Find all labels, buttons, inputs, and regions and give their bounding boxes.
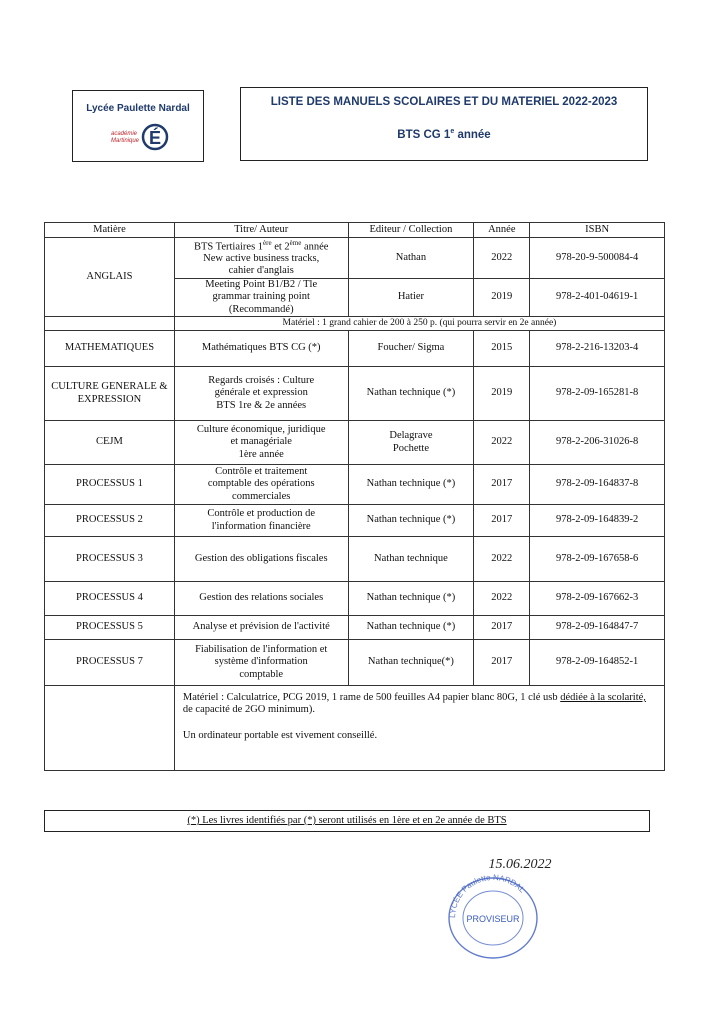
page-subtitle [241, 128, 647, 141]
editor-line: Delagrave [389, 430, 433, 442]
isbn-cell: 978-2-206-31026-8 [530, 421, 665, 465]
editor-cell [348, 505, 474, 537]
title-line: BTS 1re & 2e années [216, 399, 307, 411]
editor-line: Nathan technique (*) [366, 621, 456, 633]
academie-logo-icon [109, 121, 169, 153]
title-text: BTS Tertiaires 1 [193, 241, 264, 253]
title-text: grammar training point [212, 291, 310, 303]
footnote-box [44, 810, 650, 832]
materiel-final-cell [174, 686, 664, 771]
title-line: l'information financière [211, 520, 311, 532]
subject-cell: PROCESSUS 1 [45, 465, 175, 505]
title-cell [174, 582, 348, 616]
isbn-cell: 978-2-09-164852-1 [530, 640, 665, 686]
title-line: système d'information [214, 656, 308, 668]
header-annee: Année [474, 223, 530, 238]
title-line: Contrôle et traitement [215, 466, 308, 478]
year-cell: 2017 [474, 505, 530, 537]
subject-cell: PROCESSUS 2 [45, 505, 175, 537]
table-row [45, 465, 665, 505]
isbn-cell: 978-2-09-167662-3 [530, 582, 665, 616]
title-text: Meeting Point B1/B2 / Tle [205, 279, 318, 291]
stamp-date: 15.06.2022 [488, 857, 552, 872]
table-row [45, 367, 665, 421]
title-line: Culture économique, juridique [196, 424, 326, 436]
table-row [45, 686, 665, 771]
title-line: Regards croisés : Culture [208, 375, 315, 387]
laptop-note: Un ordinateur portable est vivement conseillé. [182, 730, 378, 742]
header-editeur: Editeur / Collection [348, 223, 474, 238]
isbn-cell: 978-2-216-13203-4 [530, 331, 665, 367]
empty-cell [45, 686, 175, 771]
isbn-cell: 978-2-09-164837-8 [530, 465, 665, 505]
isbn-cell: 978-2-09-164847-7 [530, 616, 665, 640]
subtitle-prefix: BTS CG 1 [397, 128, 451, 141]
table-row [45, 582, 665, 616]
title-line: et managériale [230, 436, 292, 448]
table-row [45, 421, 665, 465]
editor-line: Nathan technique (*) [366, 387, 456, 399]
title-cell [174, 238, 348, 279]
title-text: année [301, 241, 329, 253]
editor-cell [348, 537, 474, 582]
stamp-ring-text: LYCÉE Paulette NARDAL [447, 872, 527, 919]
subject-cell: PROCESSUS 7 [45, 640, 175, 686]
title-sup: ème [289, 238, 302, 247]
svg-text:académie: académie [111, 131, 138, 137]
svg-text:Martinique: Martinique [111, 138, 140, 144]
editor-cell [348, 331, 474, 367]
year-cell: 2017 [474, 616, 530, 640]
year-cell: 2022 [474, 537, 530, 582]
year-cell: 2017 [474, 465, 530, 505]
svg-text:LYCÉE Paulette NARDAL [448, 873, 527, 918]
title-sup: ère [263, 238, 272, 247]
materiel-text: Matériel : Calculatrice, PCG 2019, 1 rame de 500 feuilles A4 papier blanc 80G, 1 clé usb [182, 692, 561, 703]
title-text: cahier d'anglais [228, 265, 294, 277]
title-line: Contrôle et production de [207, 508, 316, 520]
subtitle-suffix: année [454, 128, 491, 141]
isbn-cell: 978-20-9-500084-4 [530, 238, 665, 279]
svg-text:É: É [149, 128, 162, 148]
materiel-text: de capacité de 2GO minimum). [182, 704, 315, 716]
title-line: générale et expression [214, 387, 308, 399]
editor-cell [348, 640, 474, 686]
subject-cell: PROCESSUS 4 [45, 582, 175, 616]
footnote-text: (*) Les livres identifiés par (*) seront utilisés en 1ère et en 2e année de BTS [187, 815, 507, 826]
header-isbn: ISBN [530, 223, 665, 238]
editor-line: Pochette [392, 442, 430, 454]
subject-cell: PROCESSUS 5 [45, 616, 175, 640]
year-cell: 2017 [474, 640, 530, 686]
title-cell [174, 279, 348, 317]
title-cell [174, 640, 348, 686]
title-line: comptable des opérations [207, 478, 315, 490]
materiel-underlined: dédiée à la scolarité, [560, 692, 646, 703]
editor-cell [348, 582, 474, 616]
editor-cell [348, 465, 474, 505]
manuals-table [44, 222, 665, 771]
year-cell: 2022 [474, 582, 530, 616]
editor-line: Nathan technique [374, 552, 448, 564]
title-text: New active business tracks, [203, 253, 320, 265]
empty-cell [45, 317, 175, 331]
title-line: Gestion des obligations fiscales [194, 552, 328, 564]
title-cell [174, 331, 348, 367]
editor-line: Nathan technique(*) [367, 656, 454, 668]
year-cell: 2022 [474, 238, 530, 279]
editor-line: Nathan technique (*) [366, 478, 456, 490]
isbn-cell: 978-2-401-04619-1 [530, 279, 665, 317]
editor-line: Foucher/ Sigma [377, 342, 445, 354]
rows-body [45, 331, 665, 686]
title-text: (Recommandé) [228, 303, 294, 315]
year-cell: 2022 [474, 421, 530, 465]
title-box [240, 87, 648, 161]
subtitle-sup: e [450, 128, 455, 135]
school-name: Lycée Paulette Nardal [86, 103, 190, 114]
proviseur-stamp-icon [420, 850, 570, 960]
editor-cell: Hatier [348, 279, 474, 317]
table-row [45, 331, 665, 367]
table-row [45, 317, 665, 331]
table-row [45, 505, 665, 537]
isbn-cell: 978-2-09-165281-8 [530, 367, 665, 421]
table-row [45, 537, 665, 582]
editor-cell [348, 367, 474, 421]
subject-cell: ANGLAIS [45, 238, 175, 317]
title-line: Fiabilisation de l'information et [195, 644, 328, 656]
year-cell: 2019 [474, 279, 530, 317]
title-cell [174, 465, 348, 505]
isbn-cell: 978-2-09-167658-6 [530, 537, 665, 582]
title-line: comptable [239, 668, 284, 680]
table-row [45, 238, 665, 279]
subject-cell: PROCESSUS 3 [45, 537, 175, 582]
header-matiere: Matière [45, 223, 175, 238]
title-line: Analyse et prévision de l'activité [192, 621, 330, 633]
anglais-materiel-note: Matériel : 1 grand cahier de 200 à 250 p. (qui pourra servir en 2e année) [174, 317, 664, 331]
title-cell [174, 421, 348, 465]
title-text: et 2 [271, 241, 290, 253]
editor-line: Nathan technique (*) [366, 514, 456, 526]
title-cell [174, 367, 348, 421]
editor-cell: Nathan [348, 238, 474, 279]
subject-cell: CEJM [45, 421, 175, 465]
subject-cell: MATHEMATIQUES [45, 331, 175, 367]
title-cell [174, 537, 348, 582]
table-header-row [45, 223, 665, 238]
editor-line: Nathan technique (*) [366, 592, 456, 604]
title-line: Mathématiques BTS CG (*) [201, 342, 321, 354]
school-box [72, 90, 204, 162]
title-line: Gestion des relations sociales [199, 592, 324, 604]
title-line: commerciales [232, 490, 291, 502]
title-cell [174, 505, 348, 537]
editor-cell [348, 421, 474, 465]
materiel-final-line [183, 692, 656, 716]
stamp-center-text: PROVISEUR [466, 914, 520, 924]
isbn-cell: 978-2-09-164839-2 [530, 505, 665, 537]
title-cell [174, 616, 348, 640]
year-cell: 2015 [474, 331, 530, 367]
editor-cell [348, 616, 474, 640]
table-row [45, 616, 665, 640]
year-cell: 2019 [474, 367, 530, 421]
subject-cell: CULTURE GENERALE & EXPRESSION [45, 367, 175, 421]
header-titre: Titre/ Auteur [174, 223, 348, 238]
page-title: LISTE DES MANUELS SCOLAIRES ET DU MATERIEL 2022-2023 [270, 96, 618, 108]
title-line: 1ère année [238, 448, 284, 460]
table-row [45, 640, 665, 686]
